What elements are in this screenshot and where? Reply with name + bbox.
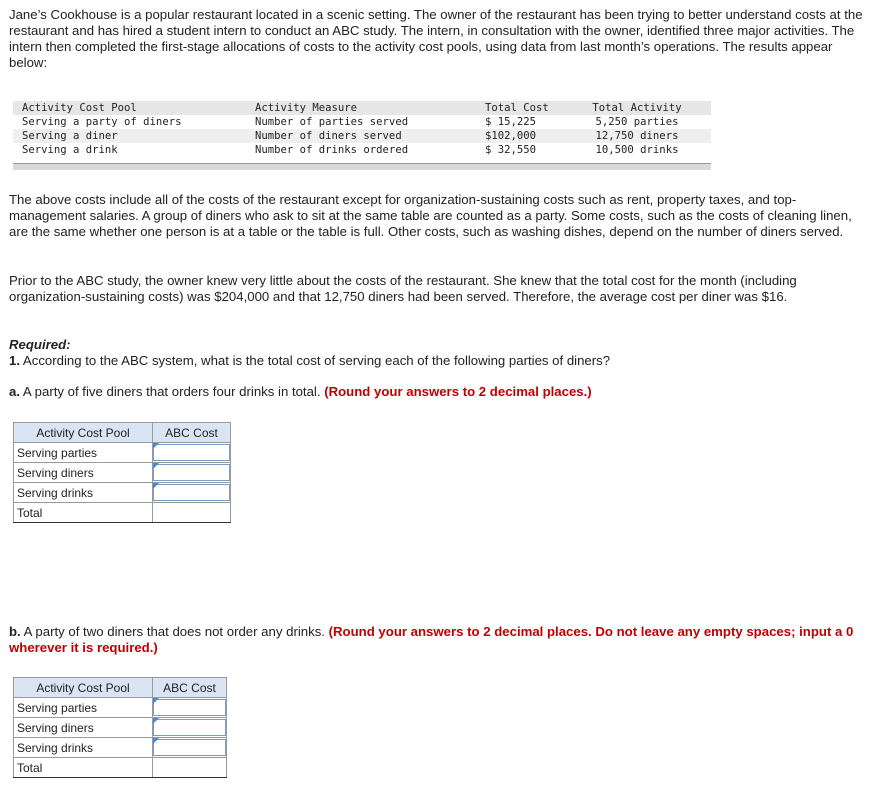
cell-cost: $ 15,225 <box>485 116 537 128</box>
part-a-letter: a. <box>9 384 20 399</box>
table-row <box>13 143 711 157</box>
abc-cost-cell <box>153 443 231 463</box>
row-label-total: Total <box>14 758 153 778</box>
input-flag-icon <box>153 718 159 724</box>
row-label-serving-diners: Serving diners <box>14 718 153 738</box>
table-bottom-bar <box>13 163 711 170</box>
part-b-letter: b. <box>9 624 21 639</box>
question-number: 1. <box>9 353 20 368</box>
abc-cost-input-parties[interactable] <box>153 444 230 461</box>
row-label-serving-diners: Serving diners <box>14 463 153 483</box>
abc-cost-cell <box>153 483 231 503</box>
input-flag-icon <box>153 443 159 449</box>
cell-activity: 12,750 diners <box>595 130 679 142</box>
abc-cost-input-diners-b[interactable] <box>153 719 226 736</box>
cell-pool: Serving a party of diners <box>22 116 182 128</box>
intro-paragraph: Jane’s Cookhouse is a popular restaurant located in a scenic setting. The owner of the restaurant has been trying to better understand costs at the restaurant and has hired a student intern to conduct an ABC study. The intern, in consultation with the owner, identified three major activities. The intern then completed the first-stage allocations of costs to the activity cost pools, using data from last month’s operations. The results appear below: <box>9 7 863 70</box>
cell-measure: Number of drinks ordered <box>255 144 409 156</box>
cell-measure: Number of diners served <box>255 130 402 142</box>
part-a-instruction: (Round your answers to 2 decimal places.) <box>324 384 592 399</box>
header-activity-cost-pool: Activity Cost Pool <box>14 423 153 443</box>
input-flag-icon <box>153 483 159 489</box>
total-value-cell <box>153 503 231 523</box>
total-value-cell <box>153 758 227 778</box>
row-label-serving-drinks: Serving drinks <box>14 483 153 503</box>
table-header-row <box>13 101 711 115</box>
required-label: Required: <box>9 337 71 352</box>
abc-cost-cell <box>153 463 231 483</box>
header-abc-cost: ABC Cost <box>153 678 227 698</box>
header-activity-cost-pool: Activity Cost Pool <box>22 102 137 114</box>
row-label-serving-parties: Serving parties <box>14 698 153 718</box>
header-total-activity: Total Activity <box>592 102 682 114</box>
cell-pool: Serving a diner <box>22 130 118 142</box>
row-label-serving-parties: Serving parties <box>14 443 153 463</box>
part-a-text: A party of five diners that orders four drinks in total. <box>20 384 325 399</box>
cell-activity: 10,500 drinks <box>595 144 679 156</box>
abc-cost-input-diners[interactable] <box>153 464 230 481</box>
abc-cost-cell <box>153 718 227 738</box>
abc-cost-input-parties-b[interactable] <box>153 699 226 716</box>
row-label-total: Total <box>14 503 153 523</box>
prior-study-paragraph: Prior to the ABC study, the owner knew very little about the costs of the restaurant. She knew that the total cost for the month (including organization-sustaining costs) was $204,000 and that 12,750 diners had been served. Therefore, the average cost per diner was $16. <box>9 273 797 304</box>
part-b-instruction: (Round your answers to 2 decimal places. Do not leave any empty spaces; input a 0 wherever it is required.) <box>9 624 854 655</box>
answer-table-a <box>13 422 231 523</box>
table-row <box>13 129 711 143</box>
cell-cost: $102,000 <box>485 130 537 142</box>
required-block <box>9 337 869 369</box>
cell-pool: Serving a drink <box>22 144 118 156</box>
input-flag-icon <box>153 738 159 744</box>
part-b-text: A party of two diners that does not order any drinks. <box>20 624 329 639</box>
cell-cost: $ 32,550 <box>485 144 537 156</box>
input-flag-icon <box>153 463 159 469</box>
part-b-prompt <box>9 624 869 656</box>
cell-activity: 5,250 parties <box>595 116 679 128</box>
cell-measure: Number of parties served <box>255 116 409 128</box>
costs-paragraph: The above costs include all of the costs of the restaurant except for organization-sustaining costs such as rent, property taxes, and top-management salaries. A group of diners who ask to sit at the same table are counted as a party. Some costs, such as the costs of cleaning linen, are the same whether one person is at a table or the table is full. Other costs, such as washing dishes, depend on the number of diners served. <box>9 192 852 239</box>
abc-cost-input-drinks[interactable] <box>153 484 230 501</box>
header-total-cost: Total Cost <box>485 102 549 114</box>
input-flag-icon <box>153 698 159 704</box>
header-activity-cost-pool: Activity Cost Pool <box>14 678 153 698</box>
abc-cost-cell <box>153 698 227 718</box>
header-activity-measure: Activity Measure <box>255 102 358 114</box>
answer-table-b <box>13 677 227 778</box>
question-text: According to the ABC system, what is the total cost of serving each of the following parties of diners? <box>20 353 611 368</box>
part-a-prompt <box>9 384 869 400</box>
abc-cost-input-drinks-b[interactable] <box>153 739 226 756</box>
table-row <box>13 115 711 129</box>
row-label-serving-drinks: Serving drinks <box>14 738 153 758</box>
header-abc-cost: ABC Cost <box>153 423 231 443</box>
abc-cost-cell <box>153 738 227 758</box>
